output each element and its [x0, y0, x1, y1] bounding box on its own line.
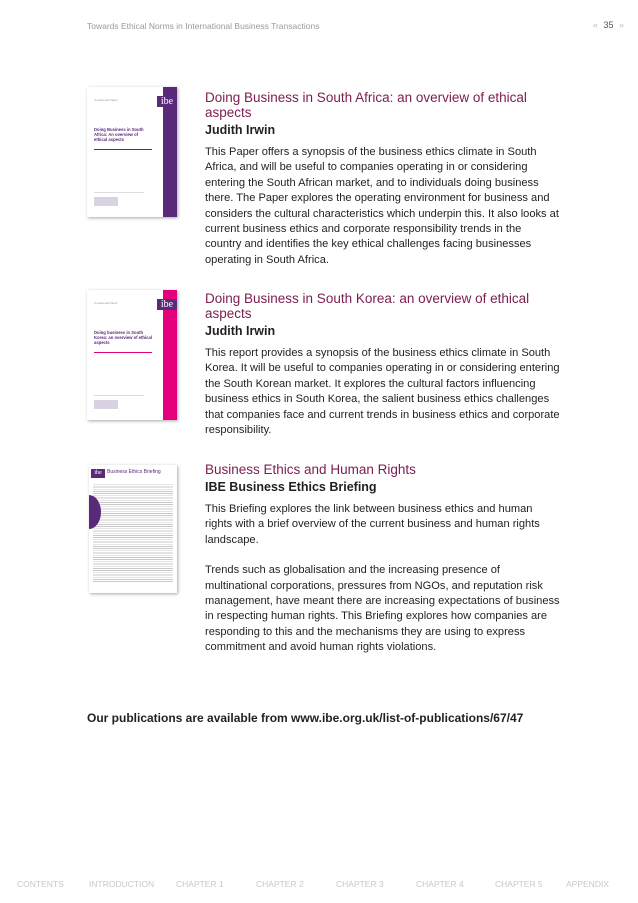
next-page-icon[interactable]: »: [618, 20, 624, 30]
bottom-navigation: [0, 879, 638, 893]
publication-entry: [205, 90, 560, 268]
availability-note: Our publications are available from www.ibe.org.uk/list-of-publications/67/47: [87, 711, 524, 725]
cover-title: Business Ethics Briefing: [107, 469, 161, 475]
previous-page-icon[interactable]: «: [592, 20, 598, 30]
publication-description-2: Trends such as globalisation and the increasing presence of multinational corporations, pressures from NGOs, and reputation risk management, have meant there are increasing expectations of business in respecting human rights. This Briefing explores how companies are responding to this and the mechanisms they are using to express commitment and avoid human rights violations.: [205, 564, 560, 654]
publication-title: Doing Business in South Africa: an overview of ethical aspects: [205, 90, 527, 120]
nav-chapter-5[interactable]: CHAPTER 5: [495, 879, 543, 889]
page-navigation: [593, 20, 624, 30]
publication-description: This Briefing explores the link between business ethics and human rights with a brief overview of the current business and human rights landscape.: [205, 503, 540, 546]
nav-contents[interactable]: CONTENTS: [17, 879, 64, 889]
publication-entry: [205, 462, 560, 656]
ibe-logo: ibe: [157, 96, 177, 107]
nav-chapter-4[interactable]: CHAPTER 4: [416, 879, 464, 889]
cover-tag: Occasional Paper: [94, 98, 118, 102]
cover-south-africa: [87, 87, 177, 217]
cover-tag: Occasional Paper: [94, 301, 118, 305]
nav-introduction[interactable]: INTRODUCTION: [89, 879, 155, 889]
nav-appendix[interactable]: APPENDIX: [566, 879, 609, 889]
publication-author: IBE Business Ethics Briefing: [205, 480, 377, 494]
header-title: Towards Ethical Norms in International Business Transactions: [87, 21, 320, 31]
publication-entry: [205, 291, 560, 438]
ibe-logo: ibe: [157, 299, 177, 310]
cover-briefing: [89, 465, 177, 593]
ibe-logo: ibe: [91, 469, 105, 478]
nav-chapter-2[interactable]: CHAPTER 2: [256, 879, 304, 889]
publication-title: Doing Business in South Korea: an overview of ethical aspects: [205, 291, 530, 321]
publication-author: Judith Irwin: [205, 324, 276, 338]
publication-title: Business Ethics and Human Rights: [205, 462, 416, 477]
cover-title: Doing Business in South Africa: An overview of ethical aspects: [94, 127, 144, 142]
nav-chapter-3[interactable]: CHAPTER 3: [336, 879, 384, 889]
publication-description: This Paper offers a synopsis of the business ethics climate in South Africa, and will be useful to companies operating in or considering entering the South African market, and to individuals doing business there. The Paper explores the operating environment for business and considers the cultural characteristics which underpin this. It also looks at current business ethics and corporate responsibility trends in the country and identifies the key ethical challenges facing businesses operating in South Africa.: [205, 146, 559, 266]
nav-chapter-1[interactable]: CHAPTER 1: [176, 879, 224, 889]
publication-author: Judith Irwin: [205, 123, 276, 137]
publication-description: This report provides a synopsis of the business ethics climate in South Korea. It will be useful to companies operating in or considering entering the South Korean market. It explores the cultural factors influencing business ethics in South Korea, the salient business ethics challenges that companies face and current trends in business ethics and corporate responsibility.: [205, 347, 560, 437]
page-number: 35: [603, 20, 614, 30]
cover-south-korea: [87, 290, 177, 420]
cover-title: Doing business in South Korea: an overview of ethical aspects: [94, 330, 152, 345]
